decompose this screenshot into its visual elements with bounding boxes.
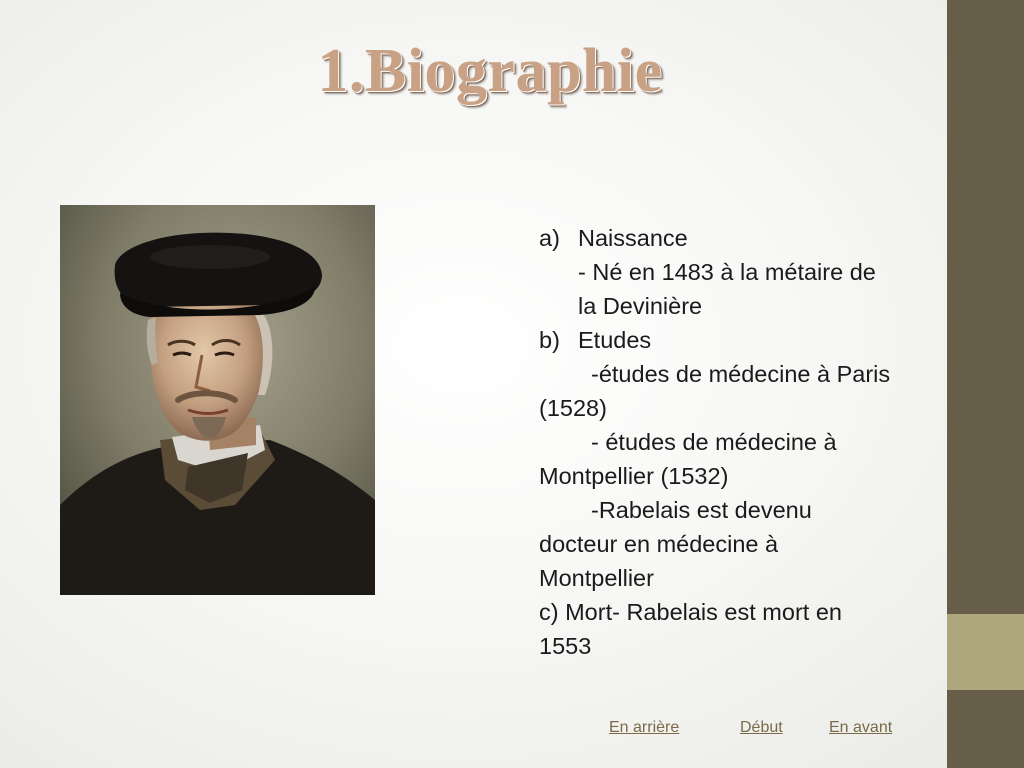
section-b-heading (539, 323, 939, 357)
section-b-title: Etudes (578, 327, 652, 353)
nav-start-link[interactable]: Début (740, 719, 783, 736)
side-accent (947, 614, 1024, 690)
section-a-heading (539, 221, 939, 255)
section-b-line-1: -études de médecine à Paris (591, 361, 891, 387)
section-b-line-5: -Rabelais est devenu (591, 497, 812, 523)
nav-forward-link[interactable]: En avant (829, 719, 893, 736)
portrait-image (60, 205, 375, 595)
section-b-line-4: Montpellier (1532) (539, 463, 729, 489)
section-b-line-6: docteur en médecine à (539, 531, 779, 557)
biography-text (539, 221, 939, 663)
section-a-line-1: - Né en 1483 à la métaire de (578, 259, 876, 285)
section-c-line-2: 1553 (539, 633, 592, 659)
section-b-label: b) (539, 327, 560, 353)
section-a-label: a) (539, 225, 560, 251)
nav-back-link[interactable]: En arrière (609, 719, 680, 736)
section-c-line-1: c) Mort- Rabelais est mort en (539, 599, 842, 625)
section-a-line-2: la Devinière (578, 293, 703, 319)
section-b-line-7: Montpellier (539, 565, 654, 591)
section-b-line-3: - études de médecine à (591, 429, 837, 455)
slide-title: 1.Biographie (317, 37, 663, 105)
section-a-title: Naissance (578, 225, 688, 251)
section-b-line-2: (1528) (539, 395, 607, 421)
